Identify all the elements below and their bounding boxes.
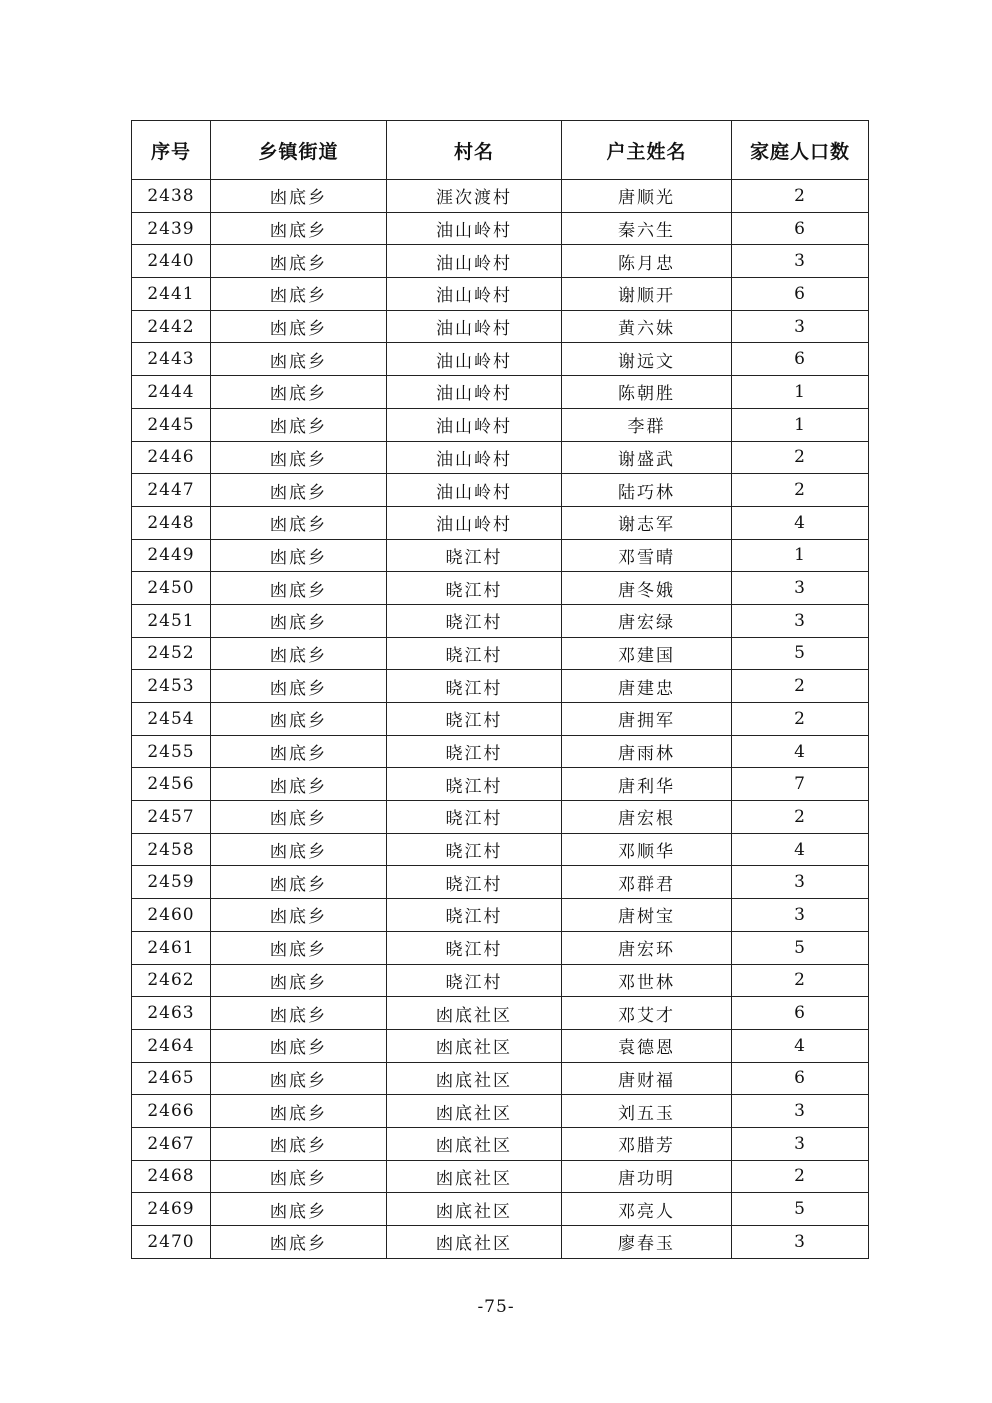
table-row: [132, 506, 869, 539]
cell-township: 凼底乡: [211, 768, 387, 801]
cell-village: 凼底社区: [387, 1029, 562, 1062]
table-row: [132, 1193, 869, 1226]
cell-township: 凼底乡: [211, 343, 387, 376]
header-township: 乡镇街道: [211, 121, 387, 180]
header-serial-number: 序号: [132, 121, 211, 180]
header-family-size: 家庭人口数: [732, 121, 869, 180]
cell-householder: 邓雪晴: [562, 539, 732, 572]
cell-serial-number: 2451: [132, 604, 211, 637]
cell-householder: 唐宏环: [562, 931, 732, 964]
cell-village: 油山岭村: [387, 408, 562, 441]
cell-householder: 邓艾才: [562, 997, 732, 1030]
cell-township: 凼底乡: [211, 212, 387, 245]
table-row: [132, 833, 869, 866]
cell-township: 凼底乡: [211, 474, 387, 507]
cell-householder: 陈朝胜: [562, 376, 732, 409]
cell-family-size: 2: [732, 1160, 869, 1193]
cell-family-size: 6: [732, 212, 869, 245]
cell-family-size: 1: [732, 539, 869, 572]
cell-serial-number: 2463: [132, 997, 211, 1030]
cell-village: 晓江村: [387, 768, 562, 801]
cell-township: 凼底乡: [211, 670, 387, 703]
table-row: [132, 212, 869, 245]
cell-village: 晓江村: [387, 637, 562, 670]
table-row: [132, 866, 869, 899]
cell-family-size: 4: [732, 833, 869, 866]
cell-serial-number: 2448: [132, 506, 211, 539]
table-row: [132, 278, 869, 311]
cell-village: 晓江村: [387, 866, 562, 899]
cell-serial-number: 2460: [132, 899, 211, 932]
cell-village: 晓江村: [387, 670, 562, 703]
cell-township: 凼底乡: [211, 376, 387, 409]
cell-township: 凼底乡: [211, 278, 387, 311]
cell-township: 凼底乡: [211, 1062, 387, 1095]
cell-family-size: 4: [732, 1029, 869, 1062]
cell-village: 油山岭村: [387, 441, 562, 474]
cell-serial-number: 2450: [132, 572, 211, 605]
cell-family-size: 2: [732, 670, 869, 703]
table-body: [132, 180, 869, 1259]
cell-township: 凼底乡: [211, 1193, 387, 1226]
table-row: [132, 735, 869, 768]
cell-family-size: 1: [732, 408, 869, 441]
table-row: [132, 310, 869, 343]
cell-village: 晓江村: [387, 964, 562, 997]
table-header-row: [132, 121, 869, 180]
table-row: [132, 343, 869, 376]
cell-serial-number: 2457: [132, 801, 211, 834]
table-row: [132, 539, 869, 572]
cell-householder: 袁德恩: [562, 1029, 732, 1062]
cell-family-size: 6: [732, 343, 869, 376]
cell-township: 凼底乡: [211, 506, 387, 539]
cell-village: 凼底社区: [387, 997, 562, 1030]
cell-township: 凼底乡: [211, 735, 387, 768]
cell-township: 凼底乡: [211, 441, 387, 474]
cell-serial-number: 2452: [132, 637, 211, 670]
cell-householder: 谢顺开: [562, 278, 732, 311]
cell-serial-number: 2441: [132, 278, 211, 311]
cell-family-size: 6: [732, 278, 869, 311]
cell-village: 凼底社区: [387, 1095, 562, 1128]
cell-village: 油山岭村: [387, 376, 562, 409]
cell-serial-number: 2456: [132, 768, 211, 801]
table-row: [132, 931, 869, 964]
cell-serial-number: 2467: [132, 1127, 211, 1160]
cell-householder: 邓群君: [562, 866, 732, 899]
table-row: [132, 1226, 869, 1259]
cell-township: 凼底乡: [211, 899, 387, 932]
cell-village: 凼底社区: [387, 1160, 562, 1193]
cell-village: 凼底社区: [387, 1127, 562, 1160]
table-row: [132, 180, 869, 213]
table-row: [132, 408, 869, 441]
cell-householder: 唐利华: [562, 768, 732, 801]
cell-householder: 唐财福: [562, 1062, 732, 1095]
cell-village: 凼底社区: [387, 1062, 562, 1095]
cell-family-size: 2: [732, 703, 869, 736]
cell-serial-number: 2461: [132, 931, 211, 964]
cell-serial-number: 2446: [132, 441, 211, 474]
page-number: -75-: [477, 1297, 515, 1317]
cell-township: 凼底乡: [211, 703, 387, 736]
cell-township: 凼底乡: [211, 310, 387, 343]
cell-family-size: 3: [732, 572, 869, 605]
cell-serial-number: 2464: [132, 1029, 211, 1062]
cell-serial-number: 2449: [132, 539, 211, 572]
cell-serial-number: 2459: [132, 866, 211, 899]
cell-township: 凼底乡: [211, 1127, 387, 1160]
cell-serial-number: 2462: [132, 964, 211, 997]
cell-township: 凼底乡: [211, 539, 387, 572]
cell-village: 晓江村: [387, 735, 562, 768]
table-row: [132, 604, 869, 637]
table-row: [132, 1029, 869, 1062]
cell-village: 晓江村: [387, 801, 562, 834]
cell-serial-number: 2453: [132, 670, 211, 703]
cell-family-size: 3: [732, 604, 869, 637]
cell-village: 油山岭村: [387, 506, 562, 539]
cell-householder: 唐拥军: [562, 703, 732, 736]
cell-family-size: 3: [732, 866, 869, 899]
cell-township: 凼底乡: [211, 866, 387, 899]
cell-serial-number: 2438: [132, 180, 211, 213]
cell-family-size: 3: [732, 1095, 869, 1128]
cell-village: 油山岭村: [387, 278, 562, 311]
table-row: [132, 1127, 869, 1160]
table-row: [132, 964, 869, 997]
table-row: [132, 572, 869, 605]
cell-householder: 邓世林: [562, 964, 732, 997]
cell-householder: 唐建忠: [562, 670, 732, 703]
cell-serial-number: 2469: [132, 1193, 211, 1226]
cell-village: 凼底社区: [387, 1226, 562, 1259]
cell-serial-number: 2445: [132, 408, 211, 441]
cell-township: 凼底乡: [211, 637, 387, 670]
cell-family-size: 6: [732, 997, 869, 1030]
cell-township: 凼底乡: [211, 604, 387, 637]
cell-family-size: 2: [732, 180, 869, 213]
table-row: [132, 1160, 869, 1193]
cell-householder: 唐树宝: [562, 899, 732, 932]
table-row: [132, 1095, 869, 1128]
table-row: [132, 768, 869, 801]
table-row: [132, 997, 869, 1030]
cell-township: 凼底乡: [211, 801, 387, 834]
cell-householder: 唐冬娥: [562, 572, 732, 605]
cell-family-size: 3: [732, 245, 869, 278]
header-householder: 户主姓名: [562, 121, 732, 180]
cell-householder: 邓顺华: [562, 833, 732, 866]
cell-village: 油山岭村: [387, 212, 562, 245]
cell-family-size: 4: [732, 735, 869, 768]
table-row: [132, 1062, 869, 1095]
cell-householder: 邓腊芳: [562, 1127, 732, 1160]
table-row: [132, 703, 869, 736]
cell-family-size: 6: [732, 1062, 869, 1095]
cell-township: 凼底乡: [211, 1095, 387, 1128]
cell-householder: 谢盛武: [562, 441, 732, 474]
cell-village: 油山岭村: [387, 474, 562, 507]
header-village: 村名: [387, 121, 562, 180]
cell-householder: 唐雨林: [562, 735, 732, 768]
cell-householder: 陈月忠: [562, 245, 732, 278]
cell-village: 晓江村: [387, 703, 562, 736]
cell-serial-number: 2455: [132, 735, 211, 768]
cell-township: 凼底乡: [211, 1029, 387, 1062]
cell-village: 油山岭村: [387, 245, 562, 278]
cell-township: 凼底乡: [211, 1226, 387, 1259]
cell-family-size: 2: [732, 964, 869, 997]
cell-family-size: 2: [732, 474, 869, 507]
cell-village: 凼底社区: [387, 1193, 562, 1226]
table-row: [132, 474, 869, 507]
cell-serial-number: 2447: [132, 474, 211, 507]
cell-householder: 谢远文: [562, 343, 732, 376]
cell-serial-number: 2443: [132, 343, 211, 376]
table-row: [132, 670, 869, 703]
cell-township: 凼底乡: [211, 245, 387, 278]
cell-serial-number: 2440: [132, 245, 211, 278]
cell-householder: 唐顺光: [562, 180, 732, 213]
cell-serial-number: 2470: [132, 1226, 211, 1259]
cell-township: 凼底乡: [211, 572, 387, 605]
cell-householder: 李群: [562, 408, 732, 441]
table-row: [132, 899, 869, 932]
cell-family-size: 5: [732, 637, 869, 670]
cell-serial-number: 2465: [132, 1062, 211, 1095]
table-row: [132, 801, 869, 834]
cell-householder: 谢志军: [562, 506, 732, 539]
cell-family-size: 3: [732, 1226, 869, 1259]
cell-family-size: 5: [732, 1193, 869, 1226]
cell-township: 凼底乡: [211, 408, 387, 441]
cell-serial-number: 2442: [132, 310, 211, 343]
cell-householder: 邓建国: [562, 637, 732, 670]
table-row: [132, 637, 869, 670]
cell-township: 凼底乡: [211, 931, 387, 964]
table-row: [132, 441, 869, 474]
cell-village: 油山岭村: [387, 343, 562, 376]
cell-village: 晓江村: [387, 604, 562, 637]
cell-township: 凼底乡: [211, 833, 387, 866]
cell-householder: 唐宏根: [562, 801, 732, 834]
cell-family-size: 7: [732, 768, 869, 801]
cell-serial-number: 2444: [132, 376, 211, 409]
cell-serial-number: 2454: [132, 703, 211, 736]
cell-householder: 黄六妹: [562, 310, 732, 343]
cell-family-size: 3: [732, 1127, 869, 1160]
cell-family-size: 2: [732, 441, 869, 474]
cell-householder: 刘五玉: [562, 1095, 732, 1128]
cell-householder: 秦六生: [562, 212, 732, 245]
household-table: [131, 120, 869, 1259]
cell-family-size: 5: [732, 931, 869, 964]
cell-township: 凼底乡: [211, 1160, 387, 1193]
cell-village: 涯次渡村: [387, 180, 562, 213]
cell-serial-number: 2439: [132, 212, 211, 245]
cell-serial-number: 2468: [132, 1160, 211, 1193]
cell-family-size: 1: [732, 376, 869, 409]
cell-householder: 廖春玉: [562, 1226, 732, 1259]
cell-village: 油山岭村: [387, 310, 562, 343]
cell-householder: 唐宏绿: [562, 604, 732, 637]
cell-township: 凼底乡: [211, 997, 387, 1030]
cell-township: 凼底乡: [211, 180, 387, 213]
cell-village: 晓江村: [387, 833, 562, 866]
table-row: [132, 376, 869, 409]
table-row: [132, 245, 869, 278]
cell-serial-number: 2458: [132, 833, 211, 866]
cell-householder: 邓亮人: [562, 1193, 732, 1226]
cell-village: 晓江村: [387, 931, 562, 964]
cell-serial-number: 2466: [132, 1095, 211, 1128]
cell-family-size: 4: [732, 506, 869, 539]
cell-township: 凼底乡: [211, 964, 387, 997]
cell-family-size: 3: [732, 310, 869, 343]
cell-village: 晓江村: [387, 572, 562, 605]
cell-family-size: 2: [732, 801, 869, 834]
cell-village: 晓江村: [387, 539, 562, 572]
cell-family-size: 3: [732, 899, 869, 932]
cell-householder: 陆巧林: [562, 474, 732, 507]
cell-village: 晓江村: [387, 899, 562, 932]
cell-householder: 唐功明: [562, 1160, 732, 1193]
